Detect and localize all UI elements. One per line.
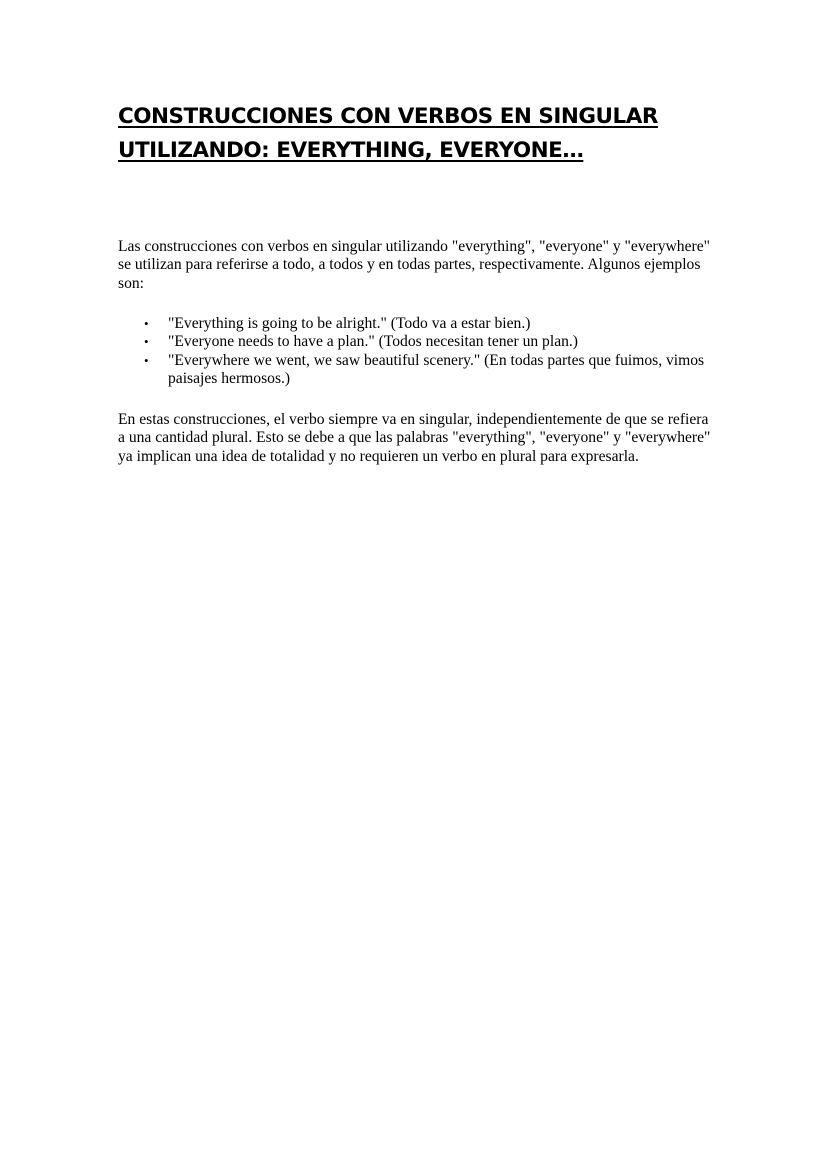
document-title [118,100,738,168]
example-text: "Everyone needs to have a plan." (Todos necesitan tener un plan.) [168,333,578,351]
intro-paragraph: Las construcciones con verbos en singular utilizando "everything", "everyone" y "everywhere" se utilizan para referirse a todo, a todos y en todas partes, respectivamente. Algunos ejemplos son: [118,238,711,292]
list-item [118,333,718,351]
example-text: "Everything is going to be alright." (Todo va a estar bien.) [168,315,531,332]
list-item [118,352,718,389]
title-line-2: UTILIZANDO: EVERYTHING, EVERYONE… [118,138,584,163]
bullet-icon: • [144,334,149,350]
bullet-icon: • [144,352,149,368]
list-item [118,315,718,333]
example-text: "Everywhere we went, we saw beautiful scenery." (En todas partes que fuimos, vimos paisajes hermosos.) [168,351,705,388]
conclusion-paragraph: En estas construcciones, el verbo siempre va en singular, independientemente de que se refiera a una cantidad plural. Esto se debe a que las palabras "everything", "everyone" y "everywhere" ya implican una idea de totalidad y no requieren un verbo en plural para expresarla. [118,411,711,465]
examples-list [118,315,718,389]
title-line-1: CONSTRUCCIONES CON VERBOS EN SINGULAR [118,104,658,129]
bullet-icon: • [144,316,149,331]
